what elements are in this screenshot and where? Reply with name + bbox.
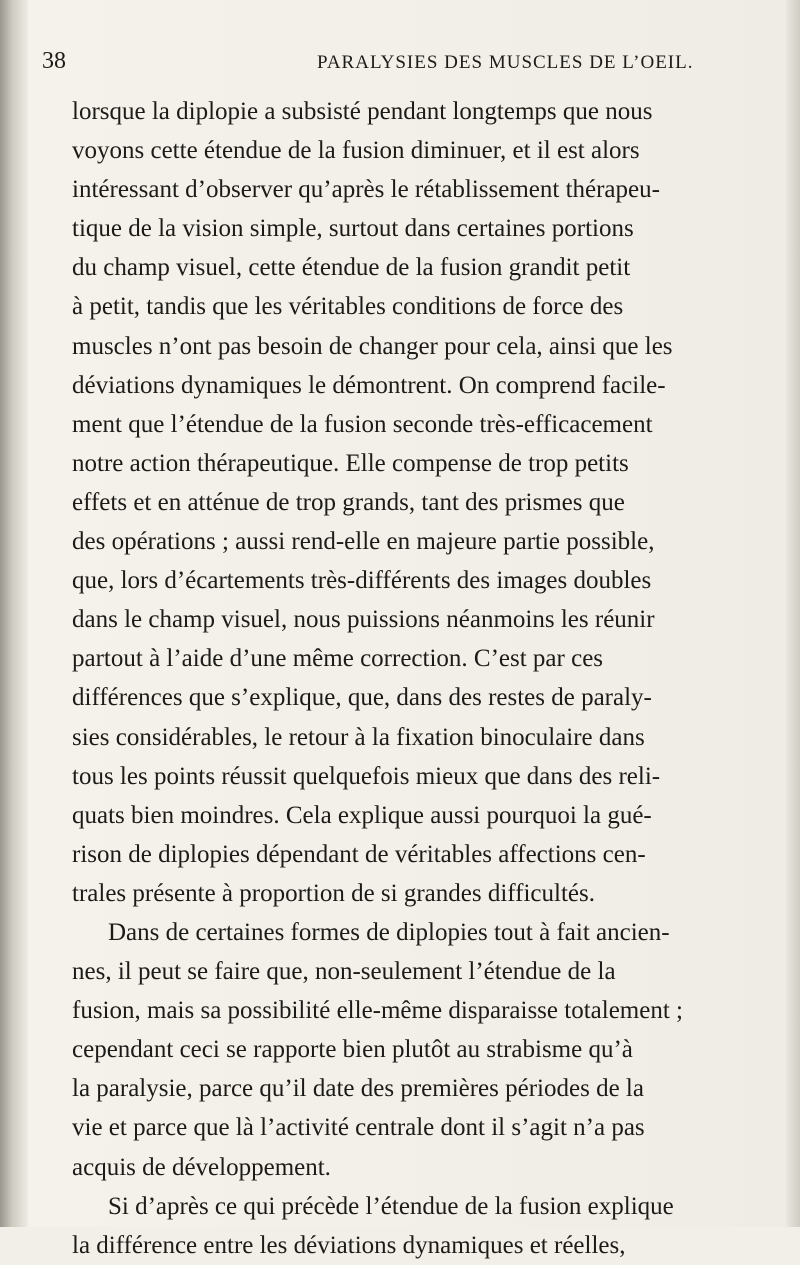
text-line: nes, il peut se faire que, non-seulement l’étendue de la [72, 958, 616, 986]
page-header [42, 48, 762, 88]
text-line: quats bien moindres. Cela explique aussi pourquoi la gué- [72, 801, 652, 829]
text-line: dans le champ visuel, nous puissions néanmoins les réunir [72, 606, 655, 634]
text-line: rison de diplopies dépendant de véritables affections cen- [72, 840, 646, 868]
text-line: à petit, tandis que les véritables conditions de force des [72, 293, 624, 321]
text-line: acquis de développement. [72, 1153, 331, 1181]
text-line: trales présente à proportion de si grandes difficultés. [72, 879, 595, 907]
text-line: intéressant d’observer qu’après le rétablissement thérapeu- [72, 176, 660, 204]
text-line: muscles n’ont pas besoin de changer pour cela, ainsi que les [72, 332, 673, 360]
text-line: voyons cette étendue de la fusion diminuer, et il est alors [72, 137, 640, 165]
text-line: vie et parce que là l’activité centrale dont il s’agit n’a pas [72, 1114, 645, 1142]
text-line: partout à l’aide d’une même correction. C’est par ces [72, 645, 604, 673]
text-line: du champ visuel, cette étendue de la fusion grandit petit [72, 254, 631, 282]
text-line: tique de la vision simple, surtout dans certaines portions [72, 215, 634, 243]
text-line: déviations dynamiques le démontrent. On comprend facile- [72, 371, 666, 399]
text-line: cependant ceci se rapporte bien plutôt au strabisme qu’à [72, 1036, 633, 1064]
text-line: notre action thérapeutique. Elle compense de trop petits [72, 449, 629, 477]
text-line: sies considérables, le retour à la fixation binoculaire dans [72, 723, 645, 751]
text-line: différences que s’explique, que, dans des restes de paraly- [72, 684, 652, 712]
text-line: que, lors d’écartements très-différents des images doubles [72, 567, 652, 595]
page-gutter-shadow [0, 0, 28, 1227]
text-line: la différence entre les déviations dynamiques et réelles, [72, 1231, 626, 1259]
page-number: 38 [42, 48, 66, 74]
text-line: lorsque la diplopie a subsisté pendant longtemps que nous [72, 98, 653, 125]
text-line: effets et en atténue de trop grands, tant des prismes que [72, 488, 625, 516]
body-text [72, 92, 792, 1265]
paragraph-first-line: Si d’après ce qui précède l’étendue de la fusion explique [108, 1192, 674, 1220]
text-line: ment que l’étendue de la fusion seconde très-efficacement [72, 410, 653, 438]
running-title: PARALYSIES DES MUSCLES DE L’OEIL. [317, 52, 694, 73]
text-line: la paralysie, parce qu’il date des premières périodes de la [72, 1075, 644, 1103]
paragraph-first-line: Dans de certaines formes de diplopies tout à fait ancien- [108, 918, 670, 946]
text-line: des opérations ; aussi rend-elle en majeure partie possible, [72, 528, 655, 556]
text-line: fusion, mais sa possibilité elle-même disparaisse totalement ; [72, 997, 683, 1025]
text-line: tous les points réussit quelquefois mieux que dans des reli- [72, 762, 661, 790]
